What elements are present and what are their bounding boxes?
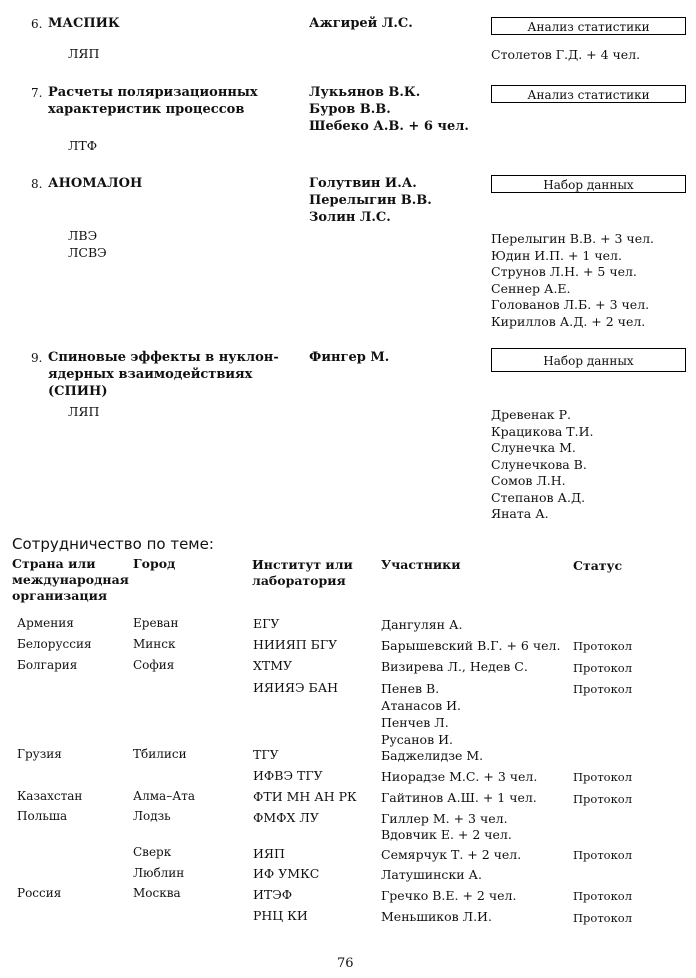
table-cell-institute: ЕГУ <box>253 616 280 631</box>
table-cell-participant: Барышевский В.Г. + 6 чел. <box>381 638 561 653</box>
column-header: организация <box>12 588 108 603</box>
table-cell-participant: Латушински А. <box>381 867 482 882</box>
page-number: 76 <box>337 956 354 971</box>
table-cell-participant: Русанов И. <box>381 732 453 747</box>
table-cell-country: Грузия <box>17 747 62 761</box>
table-cell-participant: Атанасов И. <box>381 698 462 713</box>
participant: Слунечка М. <box>491 440 576 455</box>
table-cell-country: Армения <box>17 616 74 630</box>
column-header: Статус <box>573 558 623 573</box>
table-cell-participant: Меньшиков Л.И. <box>381 909 492 924</box>
project-lab: ЛСВЭ <box>68 245 107 260</box>
table-cell-country: Казахстан <box>17 789 83 803</box>
table-cell-city: Люблин <box>133 866 185 880</box>
column-header: Город <box>133 556 176 571</box>
participant: Перелыгин В.В. + 3 чел. <box>491 231 655 246</box>
table-cell-participant: Пенев В. <box>381 681 440 696</box>
participant: Столетов Г.Д. + 4 чел. <box>491 47 641 62</box>
table-cell-city: Москва <box>133 886 181 900</box>
table-cell-institute: РНЦ КИ <box>253 908 308 923</box>
table-cell-city: Минск <box>133 637 176 651</box>
project-leader: Голутвин И.А. <box>309 176 417 191</box>
table-cell-status: Протокол <box>573 639 633 653</box>
participant: Юдин И.П. + 1 чел. <box>491 247 622 263</box>
project-number: 8. <box>31 177 43 191</box>
table-cell-city: Сверк <box>133 845 172 859</box>
participant: Слунечкова В. <box>491 456 587 472</box>
table-cell-institute: ИЯИЯЭ БАН <box>253 680 339 695</box>
project-lab: ЛВЭ <box>68 228 98 243</box>
column-header: Страна или <box>12 556 96 571</box>
column-header: международная <box>12 572 129 587</box>
project-title: (СПИН) <box>48 384 108 399</box>
table-cell-institute: ИЯП <box>253 846 285 861</box>
status-box: Набор данных <box>491 175 686 193</box>
table-cell-participant: Гайтинов А.Ш. + 1 чел. <box>381 790 537 805</box>
project-number: 6. <box>31 17 43 31</box>
table-cell-city: Ереван <box>133 616 179 630</box>
table-cell-country: Польша <box>17 809 68 823</box>
table-cell-country: Россия <box>17 886 62 900</box>
table-cell-participant: Гречко В.Е. + 2 чел. <box>381 888 517 903</box>
project-leader: Лукьянов В.К. <box>309 85 421 100</box>
table-cell-country: Болгария <box>17 658 78 672</box>
table-cell-city: Тбилиси <box>133 747 187 761</box>
table-cell-city: София <box>133 658 175 672</box>
participant: Сомов Л.Н. <box>491 473 566 488</box>
table-cell-city: Алма–Ата <box>133 789 196 803</box>
table-cell-status: Протокол <box>573 770 633 784</box>
participant: Крацикова Т.И. <box>491 423 594 439</box>
participant: Голованов Л.Б. + 3 чел. <box>491 297 650 312</box>
participant: Древенак Р. <box>491 407 571 422</box>
participant: Сеннер А.Е. <box>491 280 571 296</box>
table-cell-status: Протокол <box>573 848 633 862</box>
status-box: Анализ статистики <box>491 85 686 103</box>
table-cell-participant: Семярчук Т. + 2 чел. <box>381 847 522 862</box>
table-cell-participant: Гиллер М. + 3 чел. <box>381 811 508 826</box>
table-cell-status: Протокол <box>573 792 633 806</box>
table-cell-status: Протокол <box>573 682 633 696</box>
table-cell-participant: Визирева Л., Недев С. <box>381 659 528 674</box>
project-lab: ЛЯП <box>68 46 100 61</box>
table-cell-institute: ИФВЭ ТГУ <box>253 768 323 783</box>
table-cell-institute: ИФ УМКС <box>253 866 320 881</box>
table-cell-institute: ТГУ <box>253 747 279 762</box>
table-cell-institute: ФТИ МН АН РК <box>253 789 357 804</box>
table-cell-institute: ХТМУ <box>253 658 293 673</box>
status-box: Анализ статистики <box>491 17 686 35</box>
project-lab: ЛЯП <box>68 404 100 419</box>
table-cell-status: Протокол <box>573 661 633 675</box>
table-cell-status: Протокол <box>573 911 633 925</box>
table-cell-participant: Баджелидзе М. <box>381 748 484 763</box>
project-leader: Ажгирей Л.С. <box>309 16 413 31</box>
project-title: ядерных взаимодействиях <box>48 367 253 382</box>
project-leader: Перелыгин В.В. <box>309 193 432 208</box>
project-leader: Золин Л.С. <box>309 210 391 225</box>
project-leader: Фингер М. <box>309 350 390 365</box>
table-cell-participant: Пенчев Л. <box>381 715 449 730</box>
project-title: АНОМАЛОН <box>48 176 143 191</box>
participant: Кириллов А.Д. + 2 чел. <box>491 313 646 329</box>
table-cell-status: Протокол <box>573 889 633 903</box>
table-cell-participant: Вдовчик Е. + 2 чел. <box>381 827 512 842</box>
table-cell-institute: НИИЯП БГУ <box>253 637 338 652</box>
column-header: лаборатория <box>252 573 346 588</box>
project-leader: Шебеко А.В. + 6 чел. <box>309 119 469 134</box>
section-heading: Сотрудничество по теме: <box>12 535 214 553</box>
project-leader: Буров В.В. <box>309 102 391 117</box>
table-cell-participant: Дангулян А. <box>381 617 463 632</box>
status-box: Набор данных <box>491 348 686 372</box>
column-header: Институт или <box>252 557 353 572</box>
table-cell-country: Белоруссия <box>17 637 92 651</box>
participant: Степанов А.Д. <box>491 489 586 505</box>
project-lab: ЛТФ <box>68 138 98 153</box>
project-number: 9. <box>31 351 43 365</box>
column-header: Участники <box>381 557 461 572</box>
table-cell-participant: Ниорадзе М.С. + 3 чел. <box>381 769 538 784</box>
table-cell-institute: ИТЭФ <box>253 887 293 902</box>
project-number: 7. <box>31 86 43 100</box>
project-title: МАСПИК <box>48 16 120 31</box>
participant: Струнов Л.Н. + 5 чел. <box>491 264 637 279</box>
project-title: Спиновые эффекты в нуклон- <box>48 350 279 365</box>
participant: Яната А. <box>491 506 549 521</box>
project-title: характеристик процессов <box>48 102 245 117</box>
table-cell-city: Лодзь <box>133 809 171 823</box>
table-cell-institute: ФМФХ ЛУ <box>253 810 319 825</box>
project-title: Расчеты поляризационных <box>48 85 258 100</box>
